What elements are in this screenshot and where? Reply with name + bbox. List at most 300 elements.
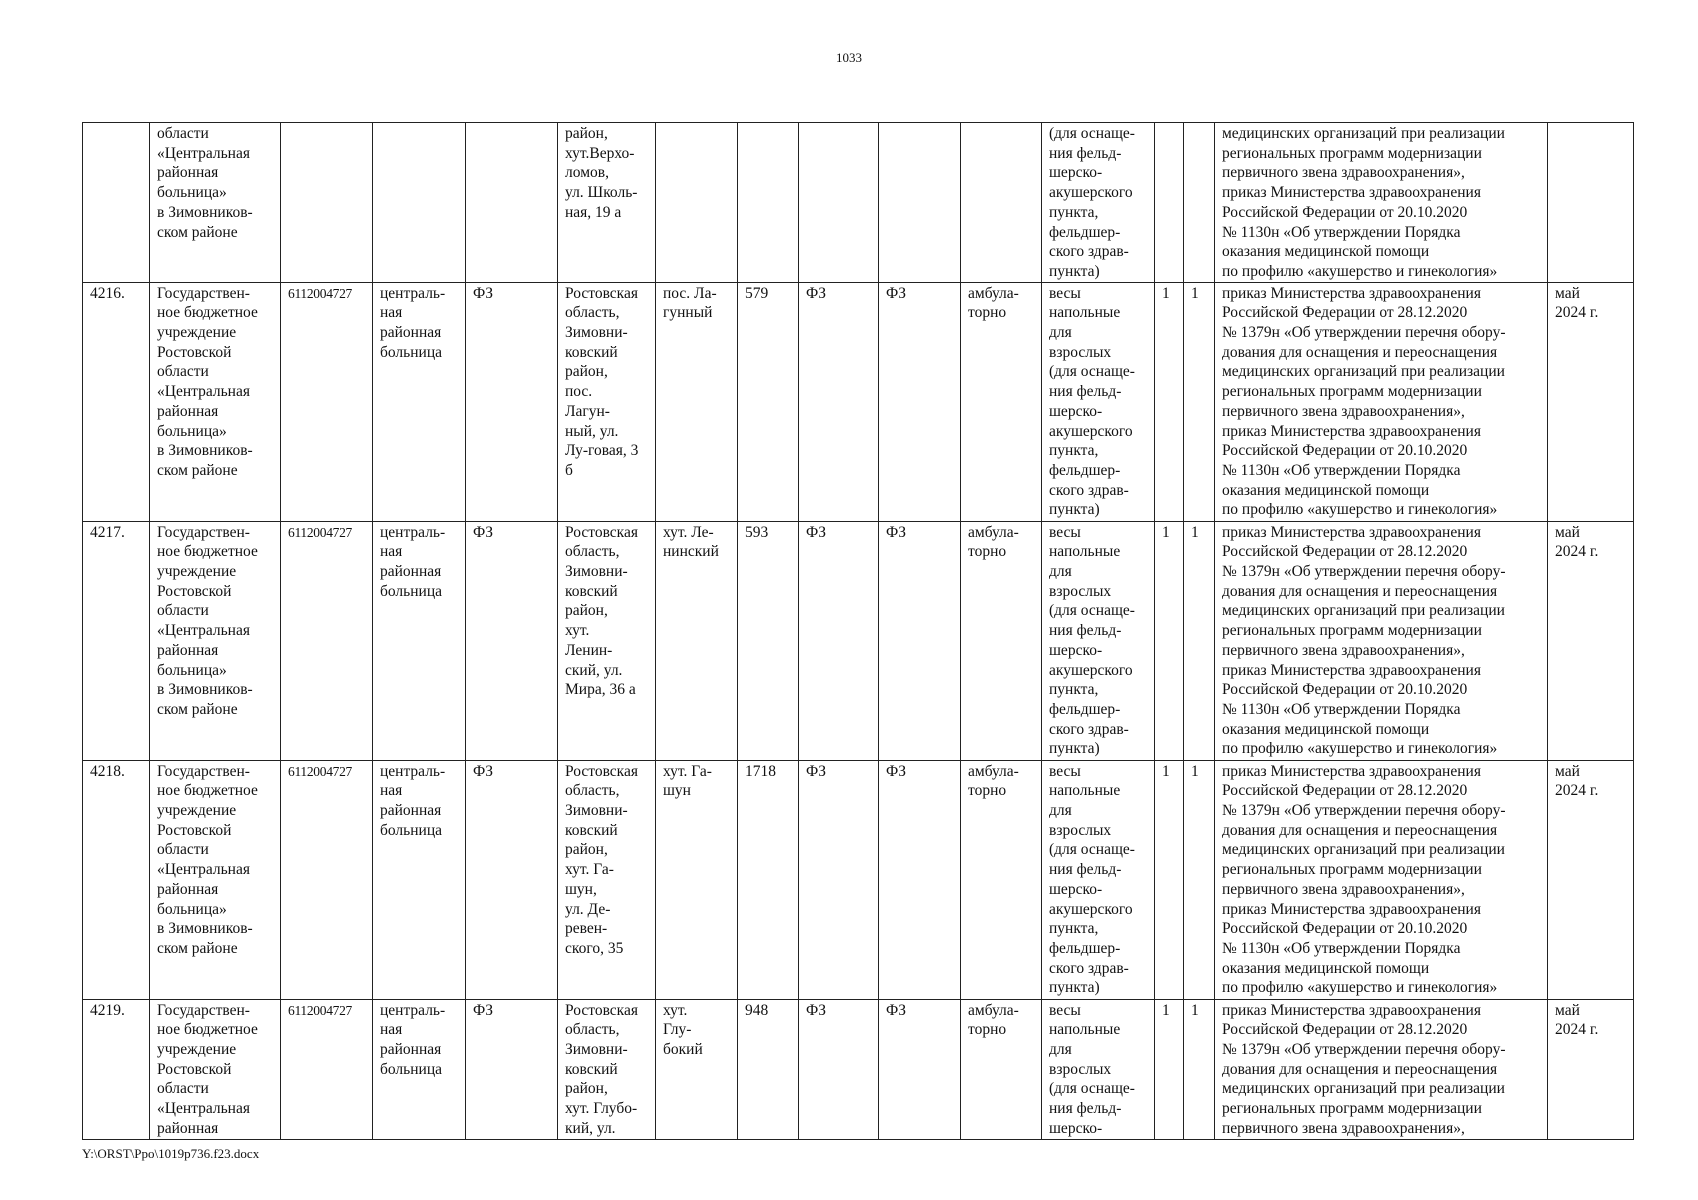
- cell-line: приказ Министерства здравоохранения: [1222, 422, 1481, 440]
- cell-line: региональных программ модернизации: [1222, 383, 1482, 401]
- cell-address: [558, 123, 656, 283]
- cell-line: районная: [157, 641, 219, 659]
- cell-fz-mark: ФЗ: [799, 282, 879, 521]
- cell-line: пункта,: [1049, 920, 1099, 938]
- cell-line: Российской Федерации от 20.10.2020: [1222, 681, 1468, 699]
- cell-line: районная: [380, 563, 442, 581]
- cell-line: приказ Министерства здравоохранения: [1222, 184, 1481, 202]
- cell-legal-basis: [1215, 999, 1548, 1139]
- cell-line: Российской Федерации от 20.10.2020: [1222, 203, 1468, 221]
- cell-line: ния фельд-: [1049, 861, 1122, 879]
- cell-line: для: [1049, 802, 1072, 820]
- cell-line: ковский: [565, 821, 618, 839]
- cell-organization-type: [373, 999, 466, 1139]
- cell-line: больница»: [157, 184, 227, 202]
- cell-line: Российской Федерации от 28.12.2020: [1222, 1021, 1468, 1039]
- cell-line: в Зимовников-: [157, 681, 253, 699]
- cell-population: 948: [738, 999, 799, 1139]
- cell-line: ная: [380, 1021, 403, 1039]
- cell-care-form: [961, 123, 1042, 283]
- cell-line: приказ Министерства здравоохранения: [1222, 523, 1481, 541]
- cell-line: ния фельд-: [1049, 383, 1122, 401]
- cell-line: ревен-: [565, 920, 608, 938]
- cell-line: централь-: [380, 1001, 446, 1019]
- cell-line: региональных программ модернизации: [1222, 622, 1482, 640]
- cell-line: ул. Школь-: [565, 184, 638, 202]
- cell-line: 2024 г.: [1555, 1021, 1599, 1039]
- cell-line: приказ Министерства здравоохранения: [1222, 762, 1481, 780]
- cell-line: область,: [565, 543, 620, 561]
- cell-line: пункта,: [1049, 681, 1099, 699]
- cell-line: ная: [380, 543, 403, 561]
- cell-line: медицинских организаций при реализации: [1222, 363, 1505, 381]
- cell-line: Российской Федерации от 20.10.2020: [1222, 920, 1468, 938]
- cell-line: области: [157, 841, 209, 859]
- cell-line: амбула-: [968, 762, 1019, 780]
- cell-fz-mark: ФЗ: [799, 999, 879, 1139]
- cell-legal-basis: [1215, 760, 1548, 999]
- cell-line: ский, ул.: [565, 661, 623, 679]
- cell-quantity: 1: [1155, 282, 1184, 521]
- cell-line: Ростовская: [565, 762, 638, 780]
- cell-equipment-name: [1042, 282, 1155, 521]
- cell-line: 2024 г.: [1555, 782, 1599, 800]
- cell-line: торно: [968, 543, 1007, 561]
- cell-address: [558, 282, 656, 521]
- cell-line: Ростовская: [565, 1001, 638, 1019]
- cell-line: приказ Министерства здравоохранения: [1222, 284, 1481, 302]
- cell-line: амбула-: [968, 1001, 1019, 1019]
- cell-line: больница: [380, 1060, 442, 1078]
- cell-line: области: [157, 1080, 209, 1098]
- cell-line: районная: [157, 1119, 219, 1137]
- cell-line: напольные: [1049, 304, 1121, 322]
- cell-line: Государствен-: [157, 523, 250, 541]
- cell-line: № 1379н «Об утверждении перечня обору-: [1222, 1041, 1506, 1059]
- cell-line: район,: [565, 1080, 608, 1098]
- cell-line: в Зимовников-: [157, 442, 253, 460]
- cell-line: торно: [968, 304, 1007, 322]
- cell-line: торно: [968, 1021, 1007, 1039]
- cell-line: пос.: [565, 383, 593, 401]
- cell-line: район,: [565, 125, 608, 142]
- cell-locality: [656, 760, 738, 999]
- cell-line: кий, ул.: [565, 1119, 616, 1137]
- cell-organization-type: [373, 760, 466, 999]
- cell-line: шерско-: [1049, 641, 1103, 659]
- cell-fz-mark: ФЗ: [879, 521, 961, 760]
- cell-line: шерско-: [1049, 402, 1103, 420]
- cell-line: область,: [565, 1021, 620, 1039]
- cell-line: ное бюджетное: [157, 782, 258, 800]
- cell-line: акушерского: [1049, 422, 1133, 440]
- cell-line: ского здрав-: [1049, 720, 1129, 738]
- cell-fz-mark: ФЗ: [466, 521, 558, 760]
- cell-line: ное бюджетное: [157, 543, 258, 561]
- cell-line: районная: [380, 1041, 442, 1059]
- cell-line: весы: [1049, 284, 1081, 302]
- cell-line: региональных программ модернизации: [1222, 861, 1482, 879]
- cell-inn-code: 6112004727: [281, 521, 373, 760]
- cell-line: области: [157, 125, 209, 142]
- cell-line: Ростовской: [157, 582, 232, 600]
- cell-line: ная: [380, 782, 403, 800]
- cell-fz-mark: ФЗ: [466, 760, 558, 999]
- cell-legal-basis: [1215, 521, 1548, 760]
- cell-care-form: [961, 999, 1042, 1139]
- cell-line: взрослых: [1049, 343, 1112, 361]
- cell-row-number: 4216.: [83, 282, 150, 521]
- cell-line: б: [565, 461, 573, 479]
- cell-line: Ростовской: [157, 1060, 232, 1078]
- cell-care-form: [961, 521, 1042, 760]
- cell-fz-mark: ФЗ: [879, 282, 961, 521]
- cell-line: дования для оснащения и переоснащения: [1222, 582, 1498, 600]
- cell-equipment-name: [1042, 521, 1155, 760]
- cell-line: весы: [1049, 762, 1081, 780]
- cell-line: хут.Верхо-: [565, 144, 635, 162]
- cell-line: ского, 35: [565, 939, 624, 957]
- cell-address: [558, 521, 656, 760]
- cell-line: фельдшер-: [1049, 461, 1121, 479]
- cell-care-form: [961, 282, 1042, 521]
- cell-line: региональных программ модернизации: [1222, 1100, 1482, 1118]
- cell-line: по профилю «акушерство и гинекология»: [1222, 501, 1498, 519]
- cell-population: [738, 123, 799, 283]
- cell-line: взрослых: [1049, 1060, 1112, 1078]
- cell-locality: [656, 521, 738, 760]
- table-row: [83, 760, 1634, 999]
- cell-line: первичного звена здравоохранения»,: [1222, 880, 1465, 898]
- cell-line: ском районе: [157, 461, 238, 479]
- cell-line: Ростовская: [565, 284, 638, 302]
- cell-line: медицинских организаций при реализации: [1222, 602, 1505, 620]
- cell-line: (для оснаще-: [1049, 125, 1135, 142]
- table-row: [83, 521, 1634, 760]
- cell-line: первичного звена здравоохранения»,: [1222, 1119, 1465, 1137]
- cell-line: ском районе: [157, 223, 238, 241]
- cell-line: Российской Федерации от 28.12.2020: [1222, 543, 1468, 561]
- cell-line: май: [1555, 523, 1580, 541]
- cell-line: фельдшер-: [1049, 223, 1121, 241]
- cell-line: хут. Ле-: [663, 523, 714, 541]
- cell-equipment-name: [1042, 999, 1155, 1139]
- cell-line: больница»: [157, 422, 227, 440]
- cell-line: пункта): [1049, 979, 1100, 997]
- cell-quantity: 1: [1184, 999, 1215, 1139]
- cell-line: оказания медицинской помощи: [1222, 720, 1430, 738]
- cell-line: первичного звена здравоохранения»,: [1222, 164, 1465, 182]
- cell-line: напольные: [1049, 782, 1121, 800]
- cell-line: (для оснаще-: [1049, 602, 1135, 620]
- cell-line: больница: [380, 821, 442, 839]
- cell-line: ния фельд-: [1049, 622, 1122, 640]
- cell-line: фельдшер-: [1049, 700, 1121, 718]
- cell-line: Российской Федерации от 28.12.2020: [1222, 304, 1468, 322]
- cell-population: 593: [738, 521, 799, 760]
- cell-legal-basis: [1215, 282, 1548, 521]
- cell-line: ный, ул.: [565, 422, 619, 440]
- cell-line: пункта,: [1049, 203, 1099, 221]
- cell-line: по профилю «акушерство и гинекология»: [1222, 740, 1498, 758]
- cell-line: оказания медицинской помощи: [1222, 243, 1430, 261]
- cell-row-number: 4219.: [83, 999, 150, 1139]
- cell-line: «Центральная: [157, 144, 250, 162]
- cell-line: амбула-: [968, 523, 1019, 541]
- cell-care-form: [961, 760, 1042, 999]
- cell-line: для: [1049, 563, 1072, 581]
- cell-line: № 1130н «Об утверждении Порядка: [1222, 939, 1461, 957]
- cell-line: ского здрав-: [1049, 959, 1129, 977]
- cell-line: ского здрав-: [1049, 243, 1129, 261]
- cell-quantity: 1: [1184, 521, 1215, 760]
- cell-delivery-date: [1548, 521, 1634, 760]
- cell-line: в Зимовников-: [157, 203, 253, 221]
- cell-line: больница: [380, 343, 442, 361]
- cell-quantity: 1: [1184, 760, 1215, 999]
- cell-quantity: 1: [1155, 521, 1184, 760]
- cell-line: медицинских организаций при реализации: [1222, 841, 1505, 859]
- cell-line: районная: [380, 324, 442, 342]
- cell-address: [558, 999, 656, 1139]
- cell-line: ния фельд-: [1049, 144, 1122, 162]
- cell-line: «Центральная: [157, 383, 250, 401]
- cell-equipment-name: [1042, 123, 1155, 283]
- cell-line: централь-: [380, 523, 446, 541]
- cell-line: в Зимовников-: [157, 920, 253, 938]
- cell-line: пункта): [1049, 501, 1100, 519]
- cell-inn-code: [281, 123, 373, 283]
- cell-line: Зимовни-: [565, 563, 628, 581]
- cell-line: май: [1555, 762, 1580, 780]
- cell-line: № 1130н «Об утверждении Порядка: [1222, 223, 1461, 241]
- cell-address: [558, 760, 656, 999]
- cell-line: дования для оснащения и переоснащения: [1222, 343, 1498, 361]
- cell-line: районная: [157, 164, 219, 182]
- cell-fz-mark: ФЗ: [799, 521, 879, 760]
- table-row: [83, 123, 1634, 283]
- cell-line: Ростовская: [565, 523, 638, 541]
- cell-line: области: [157, 602, 209, 620]
- cell-line: амбула-: [968, 284, 1019, 302]
- cell-fz-mark: ФЗ: [466, 999, 558, 1139]
- cell-fz-mark: ФЗ: [879, 999, 961, 1139]
- cell-row-number: 4218.: [83, 760, 150, 999]
- cell-line: № 1379н «Об утверждении перечня обору-: [1222, 324, 1506, 342]
- cell-delivery-date: [1548, 760, 1634, 999]
- cell-line: ул. Де-: [565, 900, 611, 918]
- page-number: 1033: [836, 50, 862, 65]
- cell-delivery-date: [1548, 999, 1634, 1139]
- cell-line: централь-: [380, 284, 446, 302]
- cell-line: региональных программ модернизации: [1222, 144, 1482, 162]
- cell-line: область,: [565, 782, 620, 800]
- cell-line: области: [157, 363, 209, 381]
- cell-organization-name: [150, 999, 281, 1139]
- cell-line: май: [1555, 1001, 1580, 1019]
- cell-quantity: 1: [1184, 282, 1215, 521]
- cell-organization-name: [150, 123, 281, 283]
- cell-line: первичного звена здравоохранения»,: [1222, 641, 1465, 659]
- cell-line: напольные: [1049, 1021, 1121, 1039]
- cell-line: шерско-: [1049, 880, 1103, 898]
- cell-line: ковский: [565, 582, 618, 600]
- cell-fz-mark: ФЗ: [799, 760, 879, 999]
- cell-organization-name: [150, 282, 281, 521]
- cell-line: Ленин-: [565, 641, 613, 659]
- cell-line: взрослых: [1049, 821, 1112, 839]
- cell-line: Ростовской: [157, 343, 232, 361]
- equipment-register-table: [82, 122, 1634, 1140]
- cell-line: акушерского: [1049, 184, 1133, 202]
- cell-line: район,: [565, 841, 608, 859]
- cell-line: Государствен-: [157, 762, 250, 780]
- cell-line: пункта): [1049, 740, 1100, 758]
- cell-line: приказ Министерства здравоохранения: [1222, 900, 1481, 918]
- cell-line: Государствен-: [157, 284, 250, 302]
- cell-line: хут.: [663, 1001, 688, 1019]
- cell-line: учреждение: [157, 563, 237, 581]
- cell-line: учреждение: [157, 802, 237, 820]
- cell-line: ная: [380, 304, 403, 322]
- cell-line: акушерского: [1049, 661, 1133, 679]
- cell-line: Лагун-: [565, 402, 610, 420]
- cell-line: ное бюджетное: [157, 304, 258, 322]
- cell-line: Мира, 36 а: [565, 681, 636, 699]
- cell-line: медицинских организаций при реализации: [1222, 125, 1505, 142]
- cell-inn-code: 6112004727: [281, 999, 373, 1139]
- cell-line: Государствен-: [157, 1001, 250, 1019]
- cell-line: ском районе: [157, 939, 238, 957]
- cell-fz-mark: ФЗ: [879, 760, 961, 999]
- cell-line: хут.: [565, 622, 590, 640]
- cell-line: № 1130н «Об утверждении Порядка: [1222, 461, 1461, 479]
- cell-line: май: [1555, 284, 1580, 302]
- cell-locality: [656, 123, 738, 283]
- cell-line: первичного звена здравоохранения»,: [1222, 402, 1465, 420]
- cell-organization-type: [373, 123, 466, 283]
- cell-line: (для оснаще-: [1049, 841, 1135, 859]
- cell-line: шерско-: [1049, 1119, 1103, 1137]
- cell-line: Российской Федерации от 20.10.2020: [1222, 442, 1468, 460]
- cell-line: Зимовни-: [565, 802, 628, 820]
- cell-line: учреждение: [157, 324, 237, 342]
- cell-line: Ростовской: [157, 821, 232, 839]
- cell-line: 2024 г.: [1555, 304, 1599, 322]
- cell-line: дования для оснащения и переоснащения: [1222, 1060, 1498, 1078]
- cell-quantity: 1: [1155, 999, 1184, 1139]
- cell-line: пункта,: [1049, 442, 1099, 460]
- cell-locality: [656, 282, 738, 521]
- cell-line: хут. Га-: [565, 861, 614, 879]
- cell-line: «Центральная: [157, 622, 250, 640]
- cell-line: «Центральная: [157, 861, 250, 879]
- cell-fz-mark: [879, 123, 961, 283]
- cell-line: по профилю «акушерство и гинекология»: [1222, 262, 1498, 280]
- cell-line: хут. Га-: [663, 762, 712, 780]
- cell-line: Зимовни-: [565, 1041, 628, 1059]
- cell-line: Лу-говая, 3: [565, 442, 639, 460]
- file-path-footer: Y:\ORST\Ppo\1019p736.f23.docx: [82, 1146, 260, 1161]
- cell-line: хут. Глубо-: [565, 1100, 638, 1118]
- cell-line: торно: [968, 782, 1007, 800]
- cell-line: № 1130н «Об утверждении Порядка: [1222, 700, 1461, 718]
- cell-line: № 1379н «Об утверждении перечня обору-: [1222, 802, 1506, 820]
- cell-line: весы: [1049, 523, 1081, 541]
- cell-line: Глу-: [663, 1021, 692, 1039]
- cell-line: ное бюджетное: [157, 1021, 258, 1039]
- cell-line: шун: [663, 782, 691, 800]
- cell-line: оказания медицинской помощи: [1222, 959, 1430, 977]
- cell-line: район,: [565, 602, 608, 620]
- cell-legal-basis: [1215, 123, 1548, 283]
- cell-line: (для оснаще-: [1049, 363, 1135, 381]
- cell-line: медицинских организаций при реализации: [1222, 1080, 1505, 1098]
- cell-quantity: 1: [1155, 760, 1184, 999]
- cell-line: район,: [565, 363, 608, 381]
- cell-fz-mark: ФЗ: [466, 282, 558, 521]
- cell-line: бокий: [663, 1041, 703, 1059]
- cell-line: ковский: [565, 1060, 618, 1078]
- cell-line: пос. Ла-: [663, 284, 717, 302]
- cell-line: область,: [565, 304, 620, 322]
- table-row: [83, 282, 1634, 521]
- table-row: [83, 999, 1634, 1139]
- cell-organization-type: [373, 282, 466, 521]
- cell-line: напольные: [1049, 543, 1121, 561]
- cell-line: централь-: [380, 762, 446, 780]
- cell-line: фельдшер-: [1049, 939, 1121, 957]
- cell-row-number: 4217.: [83, 521, 150, 760]
- cell-line: оказания медицинской помощи: [1222, 481, 1430, 499]
- cell-line: пункта): [1049, 262, 1100, 280]
- cell-organization-name: [150, 521, 281, 760]
- cell-equipment-name: [1042, 760, 1155, 999]
- cell-inn-code: 6112004727: [281, 282, 373, 521]
- cell-line: ломов,: [565, 164, 609, 182]
- cell-fz-mark: [466, 123, 558, 283]
- cell-quantity: [1155, 123, 1184, 283]
- cell-line: Зимовни-: [565, 324, 628, 342]
- cell-line: (для оснаще-: [1049, 1080, 1135, 1098]
- cell-line: нинский: [663, 543, 719, 561]
- cell-line: больница»: [157, 900, 227, 918]
- cell-line: шун,: [565, 880, 597, 898]
- cell-line: весы: [1049, 1001, 1081, 1019]
- cell-line: гунный: [663, 304, 713, 322]
- cell-locality: [656, 999, 738, 1139]
- cell-delivery-date: [1548, 282, 1634, 521]
- cell-line: районная: [157, 402, 219, 420]
- cell-line: 2024 г.: [1555, 543, 1599, 561]
- cell-line: ная, 19 а: [565, 203, 622, 221]
- cell-line: дования для оснащения и переоснащения: [1222, 821, 1498, 839]
- cell-line: районная: [380, 802, 442, 820]
- cell-line: приказ Министерства здравоохранения: [1222, 661, 1481, 679]
- cell-line: учреждение: [157, 1041, 237, 1059]
- cell-line: ковский: [565, 343, 618, 361]
- cell-line: ском районе: [157, 700, 238, 718]
- cell-line: больница: [380, 582, 442, 600]
- cell-inn-code: 6112004727: [281, 760, 373, 999]
- cell-population: 1718: [738, 760, 799, 999]
- cell-delivery-date: [1548, 123, 1634, 283]
- cell-line: «Центральная: [157, 1100, 250, 1118]
- cell-line: ского здрав-: [1049, 481, 1129, 499]
- cell-line: больница»: [157, 661, 227, 679]
- cell-line: районная: [157, 880, 219, 898]
- cell-row-number: [83, 123, 150, 283]
